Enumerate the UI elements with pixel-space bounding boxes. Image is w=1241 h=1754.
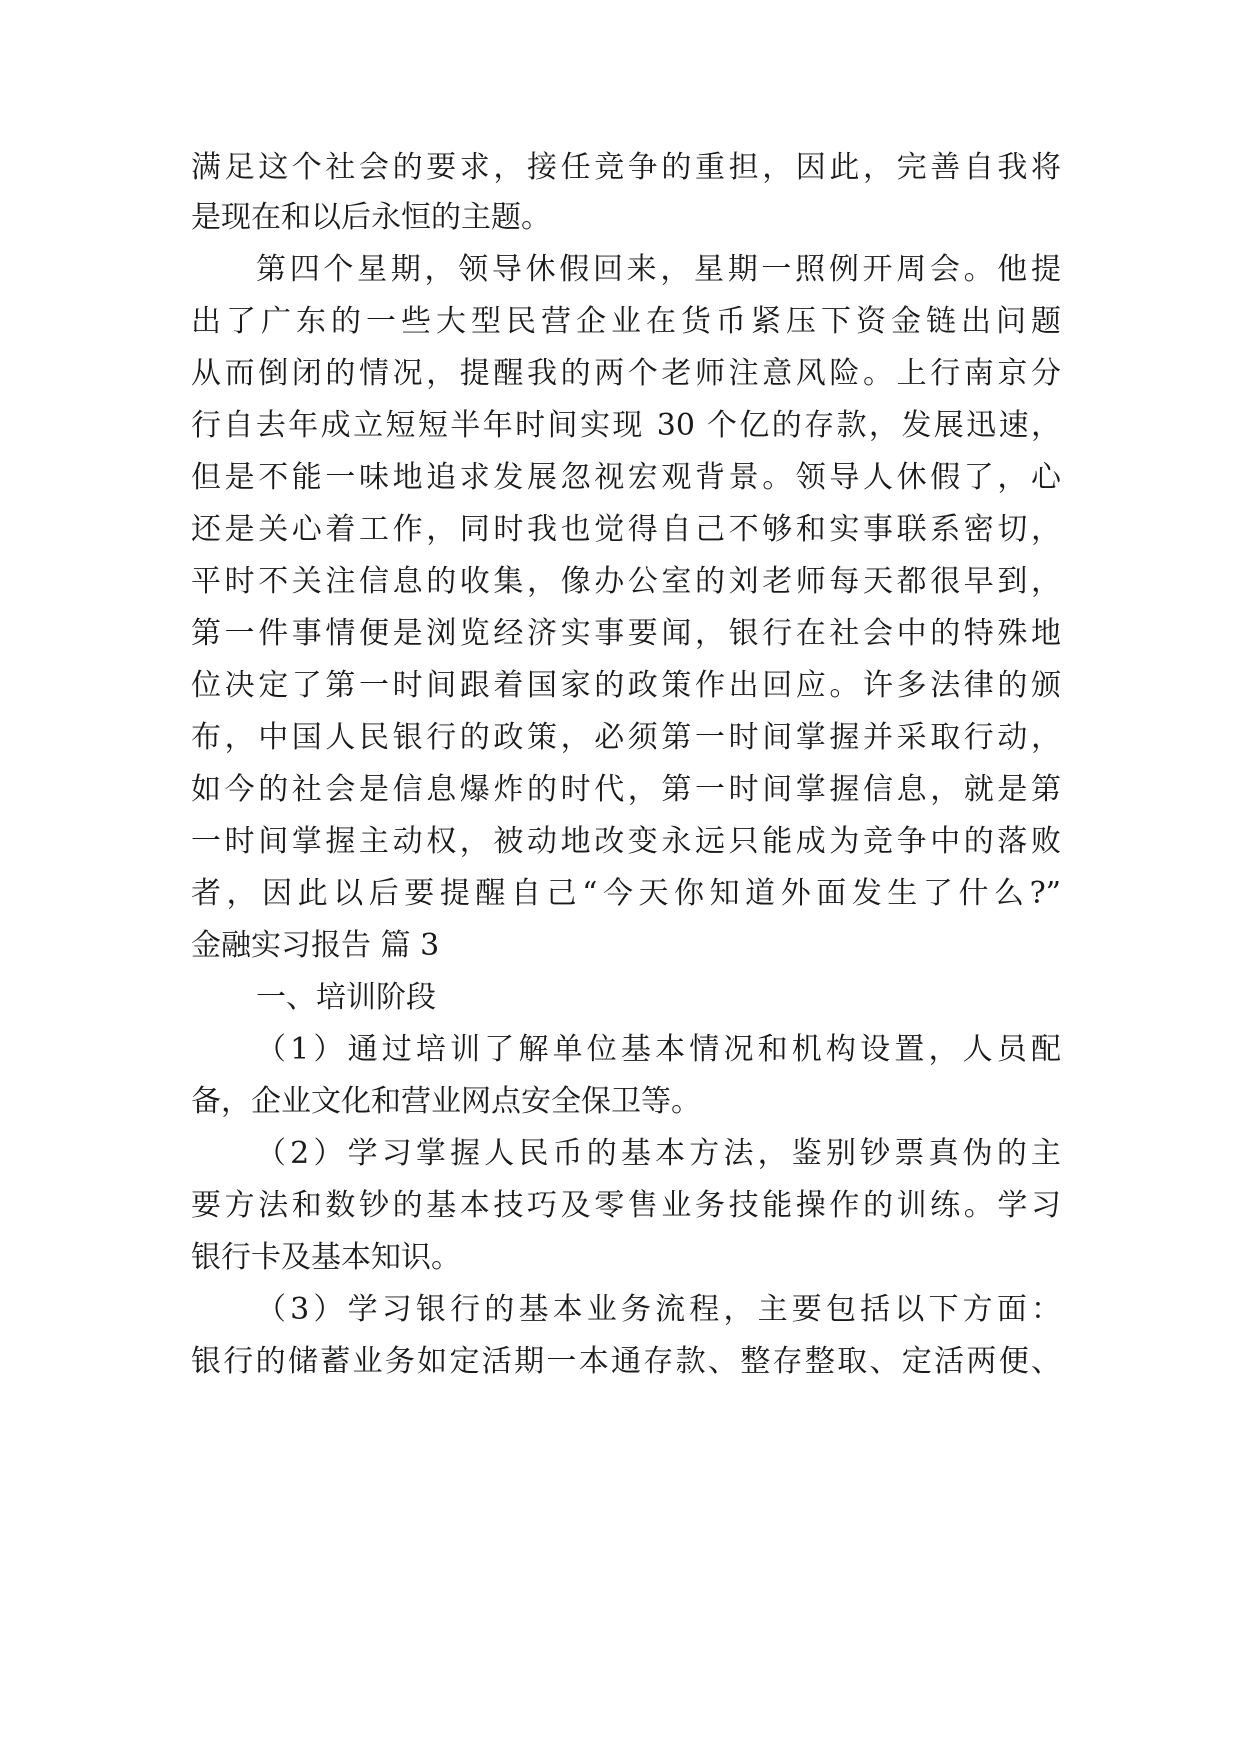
paragraph-line: 布，中国人民银行的政策，必须第一时间掌握并采取行动，	[191, 720, 1061, 755]
paragraph-line: 从而倒闭的情况，提醒我的两个老师注意风险。上行南京分	[191, 356, 1061, 391]
paragraph-line: （1）通过培训了解单位基本情况和机构设置，人员配	[256, 1032, 1061, 1067]
paragraph-line: 还是关心着工作，同时我也觉得自己不够和实事联系密切，	[191, 512, 1061, 547]
paragraph-line: 一时间掌握主动权，被动地改变永远只能成为竞争中的落败	[191, 824, 1061, 859]
paragraph-line: 出了广东的一些大型民营企业在货币紧压下资金链出问题	[191, 304, 1061, 339]
paragraph-line: 但是不能一味地追求发展忽视宏观背景。领导人休假了，心	[191, 460, 1061, 495]
section-heading: 金融实习报告 篇 3	[191, 928, 440, 963]
paragraph-line: 位决定了第一时间跟着国家的政策作出回应。许多法律的颁	[191, 668, 1061, 703]
paragraph-line: 银行卡及基本知识。	[191, 1240, 461, 1275]
paragraph-line: 满足这个社会的要求，接任竞争的重担，因此，完善自我将	[191, 150, 1061, 185]
paragraph-line: 者，因此以后要提醒自己“今天你知道外面发生了什么?”	[191, 876, 1061, 911]
paragraph-line: 备，企业文化和营业网点安全保卫等。	[191, 1084, 701, 1119]
paragraph-line: 行自去年成立短短半年时间实现 30 个亿的存款，发展迅速，	[191, 408, 1061, 443]
paragraph-line: 第一件事情便是浏览经济实事要闻，银行在社会中的特殊地	[191, 616, 1061, 651]
subsection-heading: 一、培训阶段	[256, 980, 436, 1015]
paragraph-line: 是现在和以后永恒的主题。	[191, 200, 551, 235]
paragraph-line: 平时不关注信息的收集，像办公室的刘老师每天都很早到，	[191, 564, 1061, 599]
paragraph-line: 要方法和数钞的基本技巧及零售业务技能操作的训练。学习	[191, 1188, 1061, 1223]
paragraph-line: （3）学习银行的基本业务流程，主要包括以下方面：	[256, 1292, 1061, 1327]
paragraph-line: 如今的社会是信息爆炸的时代，第一时间掌握信息，就是第	[191, 772, 1061, 807]
paragraph-line: （2）学习掌握人民币的基本方法，鉴别钞票真伪的主	[256, 1136, 1061, 1171]
paragraph-line: 第四个星期，领导休假回来，星期一照例开周会。他提	[256, 252, 1061, 287]
paragraph-line: 银行的储蓄业务如定活期一本通存款、整存整取、定活两便、	[191, 1344, 1061, 1379]
